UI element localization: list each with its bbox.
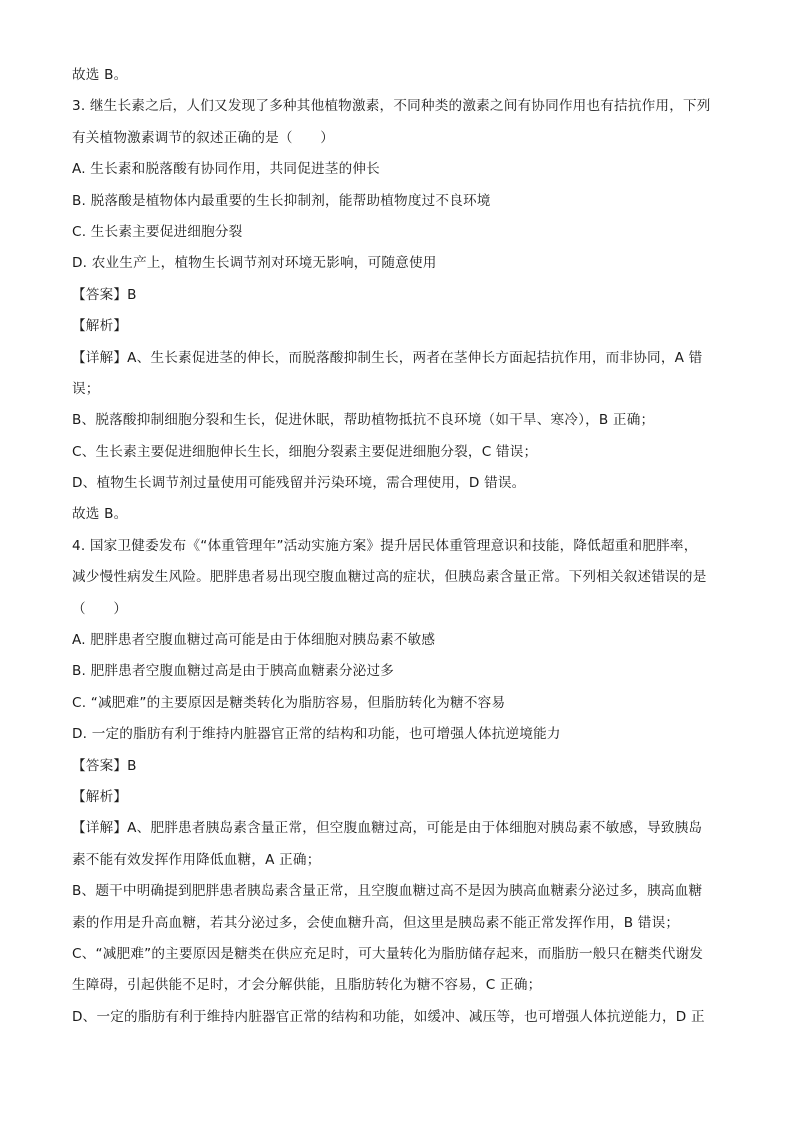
question-3-stem-cont: 有关植物激素调节的叙述正确的是（ ） (72, 129, 335, 146)
question-3-detail-a: 【详解】A、生长素促进茎的伸长，而脱落酸抑制生长，两者在茎伸长方面起拮抗作用，而非协同，A 错 (72, 349, 703, 366)
question-3-detail-c: C、生长素主要促进细胞伸长生长，细胞分裂素主要促进细胞分裂，C 错误； (72, 443, 538, 460)
question-4-analysis-heading: 【解析】 (72, 788, 128, 805)
question-4-stem-blank: （ ） (72, 600, 128, 617)
question-4-detail-d: D、一定的脂肪有利于维持内脏器官正常的结构和功能，如缓冲、减压等，也可增强人体抗逆能力，D 正 (72, 1008, 705, 1025)
conclusion-line: 故选 B。 (72, 67, 128, 83)
question-3-stem: 3. 继生长素之后，人们又发现了多种其他植物激素，不同种类的激素之间有协同作用也有拮抗作用，下列 (72, 98, 711, 115)
question-4-detail-c-cont: 生障碍，引起供能不足时，才会分解供能，且脂肪转化为糖不容易，C 正确； (72, 977, 542, 994)
document-page (72, 60, 722, 1033)
question-3-detail-d: D、植物生长调节剂过量使用可能残留并污染环境，需合理使用，D 错误。 (72, 475, 526, 492)
question-3-conclusion: 故选 B。 (72, 506, 128, 523)
question-3-answer: 【答案】B (72, 286, 137, 303)
question-3-detail-b: B、脱落酸抑制细胞分裂和生长，促进休眠，帮助植物抵抗不良环境（如干旱、寒冷），B 正确； (72, 412, 655, 429)
question-4-detail-a: 【详解】A、肥胖患者胰岛素含量正常，但空腹血糖过高，可能是由于体细胞对胰岛素不敏感，导致胰岛 (72, 820, 703, 837)
question-4-detail-b-cont: 素的作用是升高血糖，若其分泌过多，会使血糖升高，但这里是胰岛素不能正常发挥作用，B 错误； (72, 914, 680, 931)
question-3-detail-a-cont: 误； (72, 380, 100, 397)
question-4-option-c: C. “减肥难”的主要原因是糖类转化为脂肪容易，但脂肪转化为糖不容易 (72, 694, 506, 711)
question-4-detail-c: C、“减肥难”的主要原因是糖类在供应充足时，可大量转化为脂肪储存起来，而脂肪一般只在糖类代谢发 (72, 945, 704, 962)
question-3-option-a: A. 生长素和脱落酸有协同作用，共同促进茎的伸长 (72, 161, 380, 178)
question-3-analysis-heading: 【解析】 (72, 318, 128, 335)
question-3-option-d: D. 农业生产上，植物生长调节剂对环境无影响，可随意使用 (72, 255, 437, 272)
question-4-option-a: A. 肥胖患者空腹血糖过高可能是由于体细胞对胰岛素不敏感 (72, 632, 436, 649)
question-4-option-d: D. 一定的脂肪有利于维持内脏器官正常的结构和功能，也可增强人体抗逆境能力 (72, 726, 561, 743)
question-4-stem: 4. 国家卫健委发布《“体重管理年”活动实施方案》提升居民体重管理意识和技能，降低超重和肥胖率， (72, 537, 698, 554)
question-4-detail-b: B、题干中明确提到肥胖患者胰岛素含量正常，且空腹血糖过高不是因为胰高血糖素分泌过多，胰高血糖 (72, 883, 703, 900)
question-3-option-c: C. 生长素主要促进细胞分裂 (72, 223, 243, 240)
question-4-option-b: B. 肥胖患者空腹血糖过高是由于胰高血糖素分泌过多 (72, 663, 395, 680)
question-3-option-b: B. 脱落酸是植物体内最重要的生长抑制剂，能帮助植物度过不良环境 (72, 192, 491, 209)
question-4-stem-cont: 减少慢性病发生风险。肥胖患者易出现空腹血糖过高的症状，但胰岛素含量正常。下列相关叙述错误的是 (72, 569, 707, 586)
question-4-answer: 【答案】B (72, 757, 137, 774)
question-4-detail-a-cont: 素不能有效发挥作用降低血糖，A 正确； (72, 851, 321, 868)
